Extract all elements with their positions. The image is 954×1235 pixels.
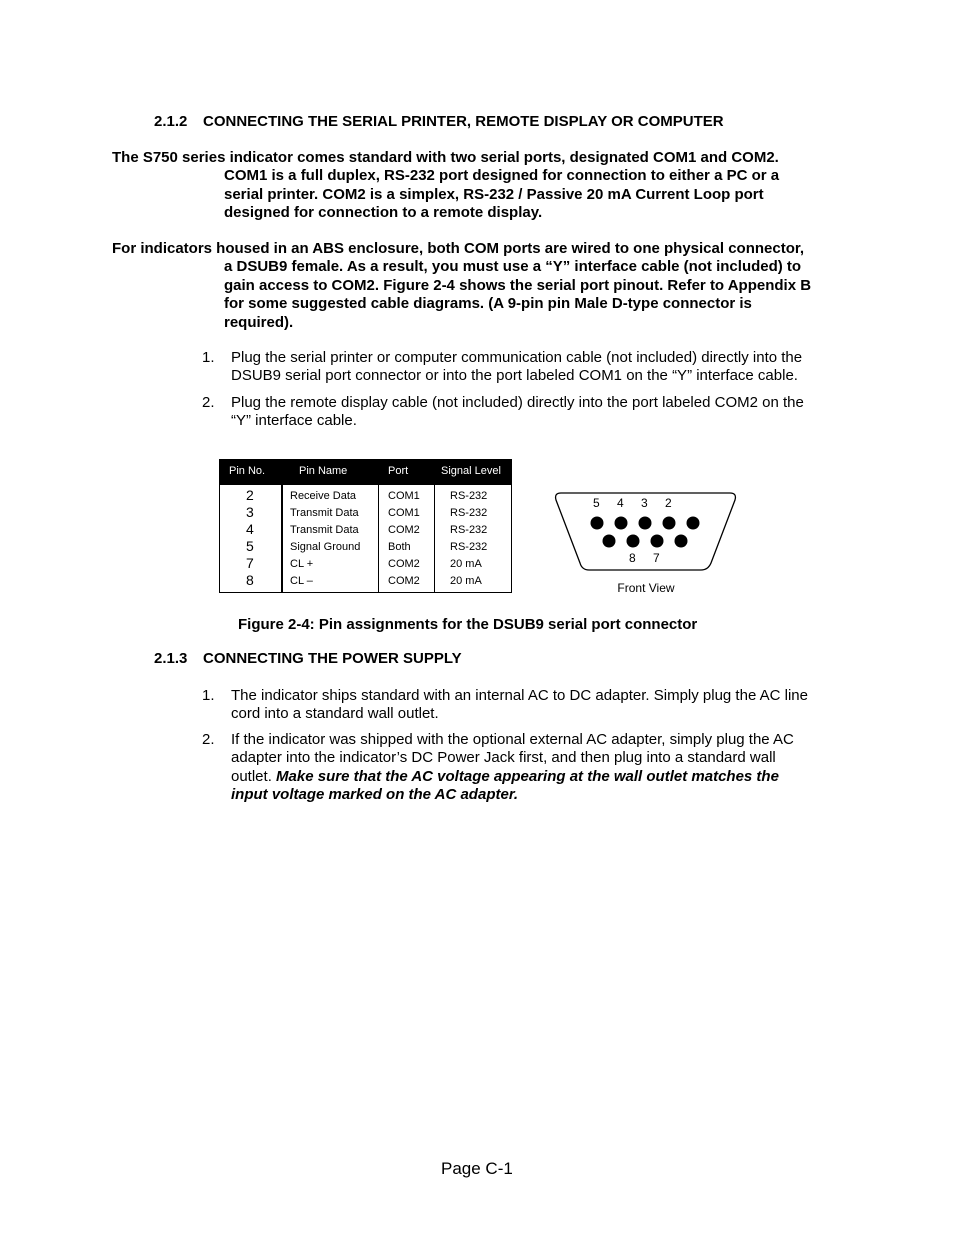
list-item [202, 731, 852, 805]
list-text: adapter into the indicator’s DC Power Jack first, and then plug into a standard wall [231, 749, 776, 767]
paragraph-line: The S750 series indicator comes standard with two serial ports, designated COM1 and COM2. [112, 149, 779, 166]
pin-dot [615, 517, 628, 530]
dsub9-connector-diagram [545, 486, 745, 598]
cell: 2 [246, 487, 254, 503]
pin-dot [591, 517, 604, 530]
pin-assignment-table [219, 459, 512, 593]
pin-dot [651, 535, 664, 548]
pin-dot [603, 535, 616, 548]
pin-label: 3 [641, 496, 648, 510]
pin-dot [663, 517, 676, 530]
section-title: CONNECTING THE POWER SUPPLY [203, 650, 462, 667]
paragraph-line: serial printer. COM2 is a simplex, RS-232 / Passive 20 mA Current Loop port [224, 185, 764, 203]
list-item [202, 349, 852, 386]
cell: COM2 [388, 575, 420, 587]
list-item [202, 394, 852, 431]
list-text: Plug the remote display cable (not included) directly into the port labeled COM2 on the [231, 394, 804, 411]
paragraph-line: gain access to COM2. Figure 2-4 shows the serial port pinout. Refer to Appendix B [224, 276, 812, 294]
column-port [388, 488, 420, 590]
list-text: “Y” interface cable. [231, 412, 357, 430]
cell: RS-232 [450, 524, 488, 536]
header-pin-name: Pin Name [299, 465, 348, 477]
list-text: cord into a standard wall outlet. [231, 705, 439, 723]
header-pin-no: Pin No. [229, 465, 266, 477]
paragraph-line: required). [224, 313, 294, 331]
cell: COM1 [388, 490, 420, 502]
cell: CL – [290, 575, 313, 587]
list-text: Plug the serial printer or computer communication cable (not included) directly into the [231, 349, 803, 366]
cell: 7 [246, 555, 254, 571]
section-number: 2.1.3 [154, 650, 188, 667]
pin-label: 7 [653, 551, 660, 565]
pin-dot [687, 517, 700, 530]
cell: Signal Ground [290, 541, 361, 553]
list-text [202, 768, 852, 786]
list-number: 2. [202, 394, 215, 411]
paragraph-serial-ports [112, 149, 852, 223]
column-divider [434, 485, 435, 593]
paragraph-line: designed for connection to a remote display. [224, 204, 543, 222]
column-pin-name [290, 488, 360, 590]
pin-label: 8 [629, 551, 636, 565]
column-divider [378, 485, 379, 593]
paragraph-abs-enclosure [112, 240, 852, 332]
cell: 4 [246, 521, 254, 537]
cell: COM1 [388, 507, 420, 519]
section-title: CONNECTING THE SERIAL PRINTER, REMOTE DISPLAY OR COMPUTER [203, 113, 724, 130]
table-header-row [220, 460, 511, 485]
column-signal-level [450, 488, 487, 590]
cell: 20 mA [450, 575, 482, 587]
paragraph-line: COM1 is a full duplex, RS-232 port designed for connection to either a PC or a [224, 167, 780, 185]
section-heading-2-1-3 [154, 650, 462, 667]
figure-caption: Figure 2-4: Pin assignments for the DSUB9 serial port connector [238, 616, 698, 633]
cell: 20 mA [450, 558, 482, 570]
pin-dot [675, 535, 688, 548]
cell: COM2 [388, 524, 420, 536]
list-number: 1. [202, 687, 215, 704]
list-text: DSUB9 serial port connector or into the port labeled COM1 on the “Y” interface cable. [231, 367, 798, 385]
paragraph-line: for some suggested cable diagrams. (A 9-pin pin Male D-type connector is [224, 295, 752, 313]
cell: CL + [290, 558, 314, 570]
warning-text: input voltage marked on the AC adapter. [231, 786, 518, 804]
list-item [202, 687, 852, 724]
paragraph-line: For indicators housed in an ABS enclosure, both COM ports are wired to one physical connector, [112, 240, 805, 257]
cell: Receive Data [290, 490, 357, 502]
cell: Both [388, 541, 411, 553]
pin-dot [627, 535, 640, 548]
pin-dot [639, 517, 652, 530]
section-number: 2.1.2 [154, 113, 188, 130]
column-pin-no [246, 487, 254, 589]
pin-label: 2 [665, 496, 672, 510]
header-port: Port [388, 465, 409, 477]
header-signal-level: Signal Level [441, 465, 501, 477]
pin-label: 4 [617, 496, 624, 510]
list-number: 2. [202, 731, 215, 748]
list-number: 1. [202, 349, 215, 366]
cell: RS-232 [450, 541, 488, 553]
cell: 5 [246, 538, 254, 554]
cell: Transmit Data [290, 507, 359, 519]
list-text: If the indicator was shipped with the optional external AC adapter, simply plug the AC [231, 731, 794, 748]
cell: COM2 [388, 558, 420, 570]
paragraph-line: a DSUB9 female. As a result, you must use a “Y” interface cable (not included) to [224, 258, 802, 276]
cell: RS-232 [450, 507, 488, 519]
cell: Transmit Data [290, 524, 359, 536]
page-number: Page C-1 [441, 1159, 513, 1178]
list-text-plain: outlet. [231, 767, 277, 785]
pin-label: 5 [593, 496, 600, 510]
section-heading-2-1-2 [154, 113, 724, 130]
cell: RS-232 [450, 490, 488, 502]
cell: 3 [246, 504, 254, 520]
cell: 8 [246, 572, 254, 588]
connector-caption: Front View [617, 581, 675, 595]
list-text: The indicator ships standard with an internal AC to DC adapter. Simply plug the AC line [231, 687, 808, 704]
warning-text: Make sure that the AC voltage appearing at the wall outlet matches the [276, 767, 779, 785]
column-divider [281, 485, 283, 593]
